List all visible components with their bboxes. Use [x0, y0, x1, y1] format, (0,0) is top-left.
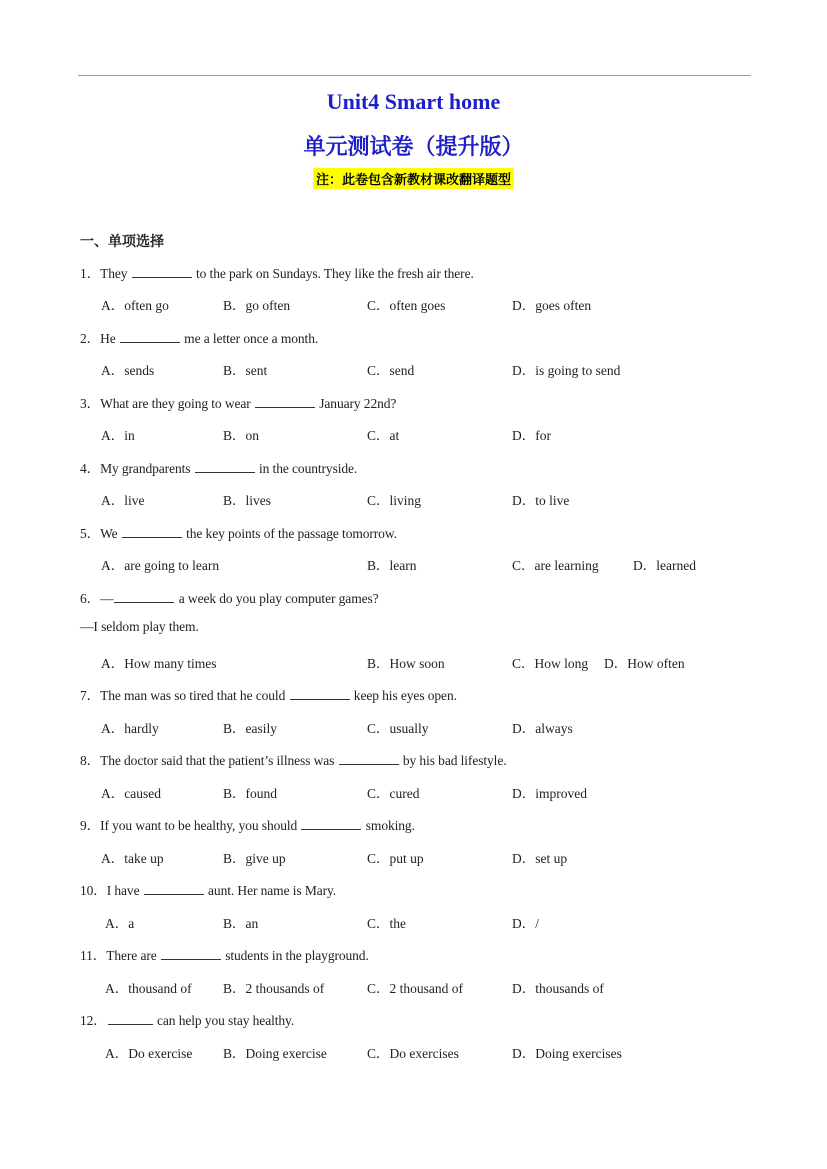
option-a[interactable]: A．are going to learn: [101, 558, 220, 573]
option-d[interactable]: D．goes often: [512, 298, 592, 313]
answer-blank: [120, 330, 180, 343]
option-c[interactable]: C．often goes: [367, 298, 446, 313]
question-number: 6．: [80, 591, 101, 606]
option-a[interactable]: A．often go: [101, 298, 169, 313]
question-pre: The doctor said that the patient’s illness was: [100, 753, 335, 768]
answer-blank: [132, 265, 192, 278]
question-pre: He: [100, 331, 116, 346]
option-a[interactable]: A．Do exercise: [105, 1046, 193, 1061]
question-number: 3．: [80, 396, 101, 411]
option-d[interactable]: D．to live: [512, 493, 570, 508]
question-number: 5．: [80, 526, 101, 541]
option-b[interactable]: B．lives: [223, 493, 272, 508]
note-wrap: [0, 168, 827, 189]
question-number: 10．: [80, 883, 107, 898]
page-title: Unit4 Smart home: [326, 89, 501, 114]
option-b[interactable]: B．found: [223, 786, 277, 801]
answer-blank: [195, 460, 255, 473]
answer-blank: [161, 947, 221, 960]
question-post: in the countryside.: [258, 461, 358, 476]
highlight-note: 注：此卷包含新教材课改翻译题型: [313, 168, 514, 189]
option-c[interactable]: C．at: [367, 428, 400, 443]
option-a[interactable]: A．sends: [101, 363, 155, 378]
question-4: [80, 457, 357, 477]
answer-blank: [301, 817, 361, 830]
option-a[interactable]: A．How many times: [101, 656, 217, 671]
header-rule: [78, 75, 751, 76]
question-pre: I have: [106, 883, 140, 898]
answer-blank: [108, 1012, 153, 1025]
option-d[interactable]: D．always: [512, 721, 573, 736]
option-d[interactable]: D．How often: [604, 656, 685, 671]
answer-blank: [144, 882, 204, 895]
answer-blank: [255, 395, 315, 408]
question-pre: What are they going to wear: [100, 396, 251, 411]
question-post: to the park on Sundays. They like the fresh air there.: [195, 266, 474, 281]
option-b[interactable]: B．go often: [223, 298, 291, 313]
option-b[interactable]: B．How soon: [367, 656, 445, 671]
question-number: 11．: [80, 948, 107, 963]
question-number: 7．: [80, 688, 101, 703]
question-number: 12．: [80, 1013, 107, 1028]
section-title: 一、单项选择: [80, 234, 164, 250]
question-5: [80, 522, 397, 542]
option-b[interactable]: B．on: [223, 428, 260, 443]
option-a[interactable]: A．live: [101, 493, 145, 508]
option-c[interactable]: C．cured: [367, 786, 420, 801]
question-11: [80, 944, 369, 964]
option-d[interactable]: D．/: [512, 916, 539, 931]
question-post: the key points of the passage tomorrow.: [186, 526, 397, 541]
answer-blank: [339, 752, 399, 765]
question-12: [80, 1009, 294, 1029]
option-b[interactable]: B．sent: [223, 363, 268, 378]
question-pre: My grandparents: [100, 461, 191, 476]
question-pre: They: [100, 266, 128, 281]
option-d[interactable]: D．learned: [633, 558, 696, 573]
answer-blank: [122, 525, 182, 538]
question-post: a week do you play computer games?: [178, 591, 379, 606]
option-c[interactable]: C．How long: [512, 656, 589, 671]
question-pre: There are: [106, 948, 157, 963]
option-c[interactable]: C．send: [367, 363, 415, 378]
question-number: 4．: [80, 461, 101, 476]
answer-blank: [114, 590, 174, 603]
option-c[interactable]: C．usually: [367, 721, 429, 736]
option-c[interactable]: C．the: [367, 916, 406, 931]
option-a[interactable]: A．thousand of: [105, 981, 192, 996]
option-a[interactable]: A．take up: [101, 851, 164, 866]
question-post: students in the playground.: [225, 948, 369, 963]
answer-blank: [290, 687, 350, 700]
option-c[interactable]: C．Do exercises: [367, 1046, 459, 1061]
question-9: [80, 814, 415, 834]
question-1: [80, 262, 474, 282]
option-c[interactable]: C．put up: [367, 851, 424, 866]
option-d[interactable]: D．is going to send: [512, 363, 621, 378]
option-b[interactable]: B．learn: [367, 558, 417, 573]
question-post: by his bad lifestyle.: [402, 753, 507, 768]
option-c[interactable]: C．living: [367, 493, 422, 508]
option-d[interactable]: D．Doing exercises: [512, 1046, 622, 1061]
question-10: [80, 879, 336, 899]
option-a[interactable]: A．caused: [101, 786, 161, 801]
question-post: aunt. Her name is Mary.: [208, 883, 337, 898]
answer-line: —I seldom play them.: [80, 619, 199, 634]
option-d[interactable]: D．improved: [512, 786, 587, 801]
question-post: can help you stay healthy.: [156, 1013, 295, 1028]
question-post: me a letter once a month.: [184, 331, 319, 346]
question-pre: —: [100, 591, 114, 606]
option-c[interactable]: C．are learning: [512, 558, 599, 573]
option-a[interactable]: A．in: [101, 428, 135, 443]
option-d[interactable]: D．thousands of: [512, 981, 604, 996]
question-post: keep his eyes open.: [353, 688, 457, 703]
option-d[interactable]: D．for: [512, 428, 551, 443]
question-post: January 22nd?: [319, 396, 397, 411]
option-b[interactable]: B．2 thousands of: [223, 981, 325, 996]
question-number: 8．: [80, 753, 101, 768]
question-pre: If you want to be healthy, you should: [100, 818, 298, 833]
option-b[interactable]: B．give up: [223, 851, 286, 866]
question-3: [80, 392, 396, 412]
option-b[interactable]: B．an: [223, 916, 259, 931]
page-subtitle: 单元测试卷（提升版）: [303, 135, 524, 160]
option-b[interactable]: B．Doing exercise: [223, 1046, 327, 1061]
question-pre: The man was so tired that he could: [100, 688, 286, 703]
question-8: [80, 749, 507, 769]
question-post: smoking.: [365, 818, 415, 833]
option-a[interactable]: A．hardly: [101, 721, 159, 736]
question-7: [80, 684, 457, 704]
question-number: 9．: [80, 818, 101, 833]
question-pre: We: [100, 526, 118, 541]
question-6: [80, 587, 379, 607]
question-2: [80, 327, 318, 347]
question-number: 2．: [80, 331, 101, 346]
option-b[interactable]: B．easily: [223, 721, 277, 736]
option-c[interactable]: C．2 thousand of: [367, 981, 463, 996]
option-d[interactable]: D．set up: [512, 851, 568, 866]
question-number: 1．: [80, 266, 101, 281]
option-a[interactable]: A．a: [105, 916, 135, 931]
